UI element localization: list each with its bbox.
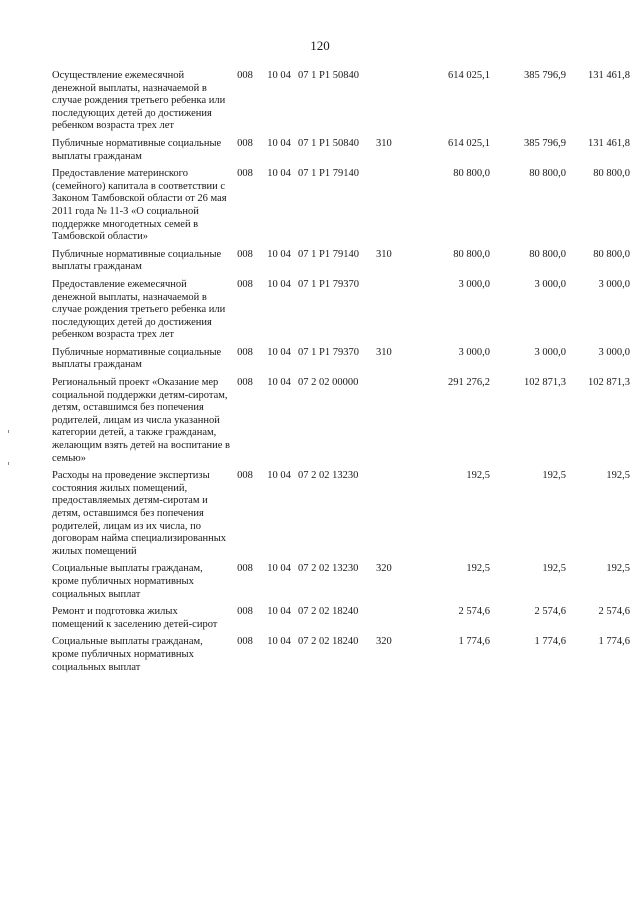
table-row xyxy=(52,636,630,679)
row-department-code: 008 xyxy=(237,137,253,149)
row-amount-year-3: 192,5 xyxy=(606,470,630,482)
row-name: Расходы на проведение экспертизы состояния жилых помещений, предоставляемых детям-сиротам и детям, оставшимся без попечения родителей, лицам из их числа, по договорам найма специализированных жилых помещений xyxy=(52,470,227,557)
row-target-article: 07 1 P1 79140 xyxy=(298,168,359,180)
row-target-article: 07 1 P1 79140 xyxy=(298,248,359,260)
row-target-article: 07 1 P1 50840 xyxy=(298,70,359,81)
row-department-code: 008 xyxy=(237,70,253,81)
table-row xyxy=(52,347,630,377)
row-amount-year-3: 192,5 xyxy=(606,563,630,575)
row-name: Предоставление ежемесячной денежной выплаты, назначаемой в случае рождения третьего ребенка или последующих детей до достижения ребенком возраста трех лет xyxy=(52,278,226,341)
table-row xyxy=(52,70,630,138)
row-amount-year-3: 80 800,0 xyxy=(593,168,630,180)
row-name: Региональный проект «Оказание мер социальной поддержки детям-сиротам, детям, оставшимся без попечения родителей, лицам из числа указанной категории детей, а также гражданам, желающим взять детей на воспитание в семью» xyxy=(52,377,230,464)
row-amount-year-3: 1 774,6 xyxy=(598,636,630,648)
table-row xyxy=(52,138,630,168)
row-department-code: 008 xyxy=(237,606,253,618)
table-body xyxy=(52,70,630,679)
row-amount-year-2: 3 000,0 xyxy=(534,346,566,358)
row-amount-year-3: 3 000,0 xyxy=(598,278,630,290)
row-target-article: 07 1 P1 79370 xyxy=(298,346,359,358)
table-row xyxy=(52,606,630,636)
row-amount-year-1: 192,5 xyxy=(466,470,490,482)
row-name: Предоставление материнского (семейного) капитала в соответствии с Законом Тамбовской области от 26 мая 2011 года № 11-З «О социальной поддержке многодетных семей в Тамбовской области» xyxy=(52,168,227,243)
row-amount-year-1: 3 000,0 xyxy=(458,346,490,358)
row-department-code: 008 xyxy=(237,248,253,260)
row-expense-type xyxy=(376,470,406,563)
row-amount-year-2: 80 800,0 xyxy=(529,168,566,180)
row-amount-year-3: 80 800,0 xyxy=(593,248,630,260)
page-number: 120 xyxy=(310,38,330,53)
table-row xyxy=(52,377,630,470)
row-expense-type xyxy=(376,279,406,347)
row-section-code: 10 04 xyxy=(267,278,291,290)
row-amount-year-2: 192,5 xyxy=(542,470,566,482)
row-section-code: 10 04 xyxy=(267,470,291,482)
row-amount-year-1: 614 025,1 xyxy=(448,137,490,149)
row-amount-year-1: 2 574,6 xyxy=(458,606,490,618)
row-target-article: 07 2 02 13230 xyxy=(298,563,359,575)
row-section-code: 10 04 xyxy=(267,563,291,575)
row-section-code: 10 04 xyxy=(267,70,291,81)
row-name: Осуществление ежемесячной денежной выплаты, назначаемой в случае рождения третьего ребенка или последующих детей до достижения ребенком возраста трех лет xyxy=(52,70,226,132)
row-name: Публичные нормативные социальные выплаты гражданам xyxy=(52,346,222,371)
row-section-code: 10 04 xyxy=(267,137,291,149)
row-expense-type: 320 xyxy=(376,636,392,648)
row-amount-year-1: 80 800,0 xyxy=(453,248,490,260)
row-amount-year-1: 192,5 xyxy=(466,563,490,575)
row-name: Социальные выплаты гражданам, кроме публичных нормативных социальных выплат xyxy=(52,636,203,673)
row-department-code: 008 xyxy=(237,346,253,358)
row-amount-year-2: 385 796,9 xyxy=(524,70,566,81)
row-department-code: 008 xyxy=(237,278,253,290)
row-expense-type: 310 xyxy=(376,346,392,358)
row-expense-type: 310 xyxy=(376,248,392,260)
row-section-code: 10 04 xyxy=(267,377,291,389)
row-amount-year-2: 192,5 xyxy=(542,563,566,575)
row-amount-year-3: 131 461,8 xyxy=(588,70,630,81)
row-target-article: 07 2 02 18240 xyxy=(298,606,359,618)
row-amount-year-2: 385 796,9 xyxy=(524,137,566,149)
row-section-code: 10 04 xyxy=(267,606,291,618)
row-amount-year-1: 291 276,2 xyxy=(448,377,490,389)
row-amount-year-3: 2 574,6 xyxy=(598,606,630,618)
row-amount-year-3: 131 461,8 xyxy=(588,137,630,149)
row-amount-year-1: 614 025,1 xyxy=(448,70,490,81)
budget-table xyxy=(52,70,630,679)
table-row xyxy=(52,279,630,347)
row-department-code: 008 xyxy=(237,563,253,575)
row-department-code: 008 xyxy=(237,168,253,180)
row-section-code: 10 04 xyxy=(267,248,291,260)
row-expense-type: 310 xyxy=(376,137,392,149)
row-amount-year-3: 102 871,3 xyxy=(588,377,630,389)
row-name: Публичные нормативные социальные выплаты гражданам xyxy=(52,248,222,273)
table-row xyxy=(52,168,630,249)
row-target-article: 07 1 P1 50840 xyxy=(298,137,359,149)
row-name: Ремонт и подготовка жилых помещений к заселению детей-сирот xyxy=(52,606,218,630)
row-department-code: 008 xyxy=(237,636,253,648)
row-expense-type xyxy=(376,70,406,138)
row-section-code: 10 04 xyxy=(267,168,291,180)
row-amount-year-2: 102 871,3 xyxy=(524,377,566,389)
row-target-article: 07 2 02 13230 xyxy=(298,470,359,482)
row-department-code: 008 xyxy=(237,470,253,482)
row-expense-type: 320 xyxy=(376,563,392,575)
row-target-article: 07 1 P1 79370 xyxy=(298,278,359,290)
margin-mark xyxy=(8,462,9,465)
row-amount-year-2: 3 000,0 xyxy=(534,278,566,290)
row-expense-type xyxy=(376,377,406,470)
row-section-code: 10 04 xyxy=(267,636,291,648)
margin-mark xyxy=(8,430,9,433)
row-amount-year-2: 2 574,6 xyxy=(534,606,566,618)
row-target-article: 07 2 02 18240 xyxy=(298,636,359,648)
row-expense-type xyxy=(376,168,406,249)
row-amount-year-1: 1 774,6 xyxy=(458,636,490,648)
row-amount-year-2: 80 800,0 xyxy=(529,248,566,260)
row-amount-year-1: 80 800,0 xyxy=(453,168,490,180)
row-department-code: 008 xyxy=(237,377,253,389)
row-amount-year-1: 3 000,0 xyxy=(458,278,490,290)
table-row xyxy=(52,249,630,279)
row-name: Публичные нормативные социальные выплаты гражданам xyxy=(52,137,222,162)
row-expense-type xyxy=(376,606,406,636)
row-amount-year-3: 3 000,0 xyxy=(598,346,630,358)
row-target-article: 07 2 02 00000 xyxy=(298,377,359,389)
row-section-code: 10 04 xyxy=(267,346,291,358)
table-row xyxy=(52,470,630,563)
row-amount-year-2: 1 774,6 xyxy=(534,636,566,648)
row-name: Социальные выплаты гражданам, кроме публичных нормативных социальных выплат xyxy=(52,563,203,600)
table-row xyxy=(52,563,630,606)
